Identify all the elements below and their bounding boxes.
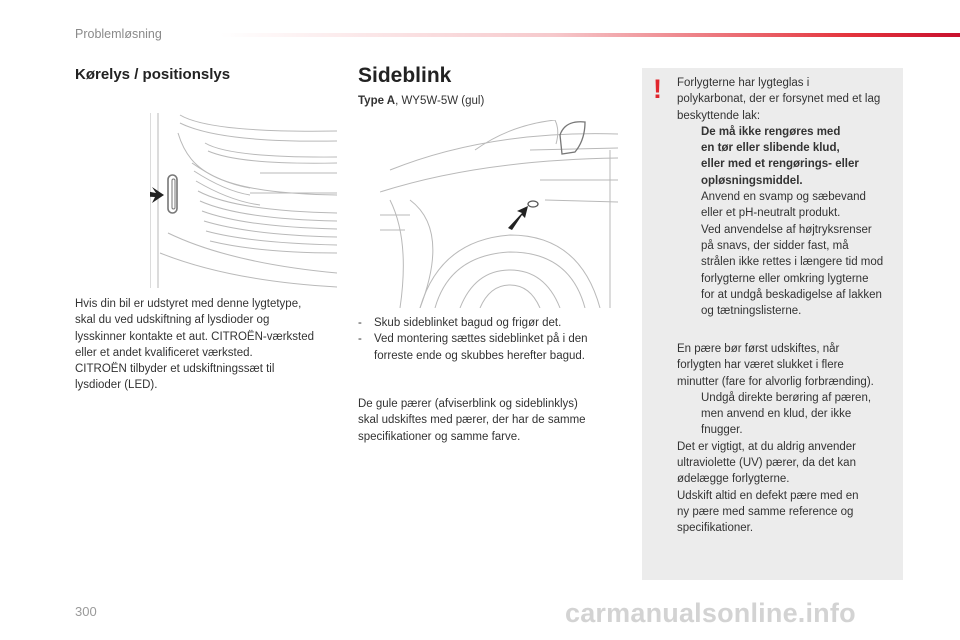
arrow-icon (677, 390, 701, 439)
arrow-icon (677, 222, 701, 320)
section-label: Problemløsning (75, 27, 162, 41)
arrow-icon (677, 189, 701, 222)
warning-bullet: Anvend en svamp og sæbevand eller et pH-neutralt produkt. (677, 189, 897, 222)
heading-side-indicator: Sideblink (358, 64, 452, 87)
heading-daytime-lights: Kørelys / positionslys (75, 66, 231, 83)
warning-icon: ! (653, 74, 662, 104)
front-wing-illustration (380, 120, 618, 308)
step-item: - Skub sideblinket bagud og frigør det. (358, 317, 562, 329)
bulb-type-line: Type A, WY5W-5W (gul) (358, 95, 485, 107)
step-item: - Ved montering sættes sideblinket på i den forreste ende og skubbes herefter bagud. (358, 333, 588, 362)
figure-side-indicator (380, 120, 618, 308)
yellow-bulbs-text: De gule pærer (afviserblink og sideblinklys) skal udskiftes med pærer, der har de samme specifikationer og samme farve. (358, 398, 586, 443)
warning-text-lacquer: Forlygterne har lygteglas i polykarbonat, der er forsynet med et lag beskyttende lak: De må ikke rengøres med en tør eller slibende klud, eller med et rengørings- eller opløsningsmiddel. Anvend en svamp og sæbevand eller et pH-neutralt produkt. Ved anvendelse af højtryksrenser på snavs, der sidder fast, må strålen ikke rettes i længere tid mod forlygterne eller omkring lygterne for at undgå beskadigelse af lakken og tætningslisterne. (677, 75, 897, 319)
side-indicator-steps (358, 315, 620, 364)
watermark: carmanualsonline.info (565, 598, 856, 628)
front-bumper-illustration (150, 113, 337, 288)
arrow-icon (677, 124, 701, 189)
warning-bullet: Ved anvendelse af højtryksrenser på snavs, der sidder fast, må strålen ikke rettes i længere tid mod forlygterne eller omkring lygterne for at undgå beskadigelse af lakken og tætningslisterne. (677, 222, 897, 320)
warning-bullet: De må ikke rengøres med en tør eller slibende klud, eller med et rengørings- eller opløsningsmiddel. (677, 124, 897, 189)
figure-front-bumper-lights (150, 113, 337, 288)
warning-text-bulb: En pære bør først udskiftes, når forlygten har været slukket i flere minutter (fare for alvorlig forbrænding). Undgå direkte berøring af pæren, men anvend en klud, der ikke fnugger. Det er vigtigt, at du aldrig anvender ultraviolette (UV) pærer, da det kan ødelægge forlygterne. Udskift altid en defekt pære med en ny pære med samme reference og specifikationer. (677, 341, 897, 537)
daytime-lights-text: Hvis din bil er udstyret med denne lygtetype, skal du ved udskiftning af lysdioder og lysskinner kontakte et aut. CITROËN-værksted eller et andet kvalificeret værksted. CITROËN tilbyder et udskiftningssæt til lysdioder (LED). (75, 298, 315, 392)
header-accent-bar (220, 33, 960, 37)
page-number: 300 (75, 604, 97, 619)
warning-bullet: Undgå direkte berøring af pæren, men anvend en klud, der ikke fnugger. (677, 390, 897, 439)
